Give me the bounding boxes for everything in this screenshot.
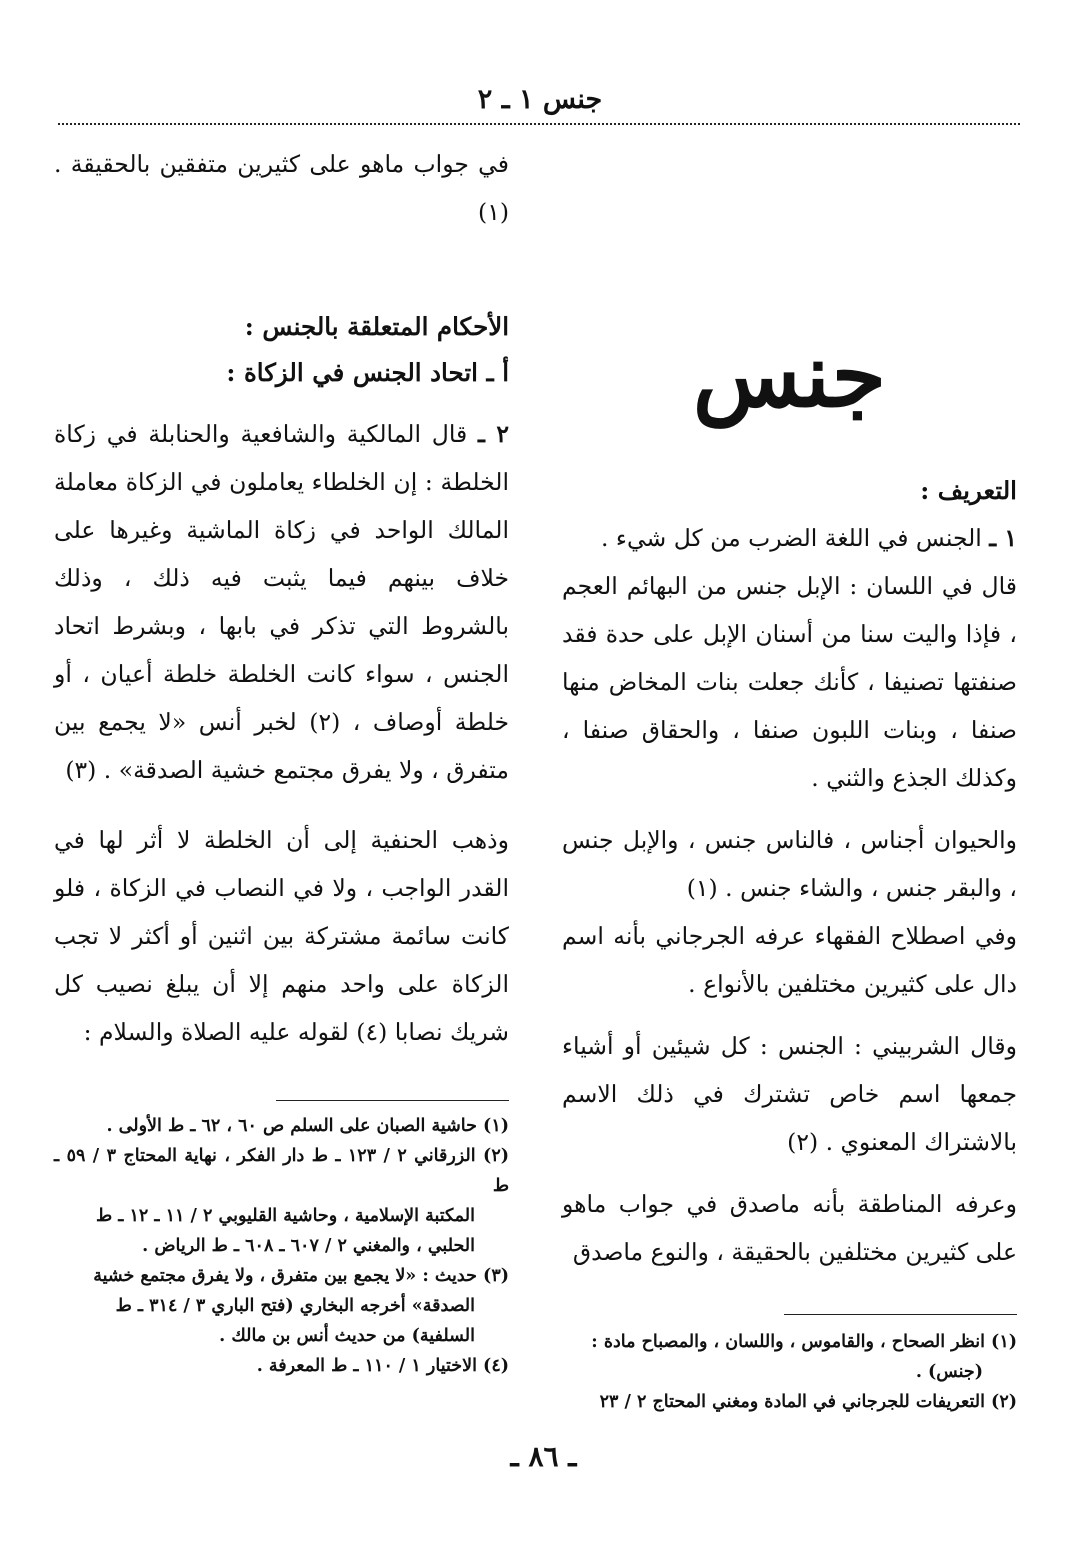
paragraph-number: ١ ـ: [989, 524, 1017, 552]
zakat-heading: أ ـ اتحاد الجنس في الزكاة :: [226, 358, 509, 387]
left-column: [54, 140, 509, 1381]
footnotes: [54, 1111, 509, 1381]
paragraph-number: ٢ ـ: [478, 420, 509, 448]
footnote: (٣) حديث : «لا يجمع بين متفرق ، ولا يفرق مجتمع خشية: [93, 1266, 509, 1286]
footnote-divider: [276, 1100, 509, 1101]
right-column: [562, 140, 1017, 1417]
footnote-continuation: الصدقة» أخرجه البخاري (فتح الباري ٣ / ٣١٤ ـ ط: [115, 1296, 475, 1316]
footnote-continuation: المكتبة الإسلامية ، وحاشية القليوبي ٢ / ١١ ـ ١٢ ـ ط: [96, 1206, 475, 1226]
footnote-continuation: الحلبي ، والمغني ٢ / ٦٠٧ ـ ٦٠٨ ـ ط الرياض .: [142, 1236, 475, 1256]
paragraph: والحيوان أجناس ، فالناس جنس ، والإبل جنس ، والبقر جنس ، والشاء جنس . (١): [562, 826, 1017, 902]
paragraph: وعرفه المناطقة بأنه ماصدق في جواب ماهو على كثيرين مختلفين بالحقيقة ، والنوع ماصدق: [562, 1190, 1017, 1266]
paragraph: وذهب الحنفية إلى أن الخلطة لا أثر لها في القدر الواجب ، ولا في النصاب في الزكاة ، فلو كانت سائمة مشتركة بين اثنين أو أكثر لا تجب الزكاة على واحد منهم إلا أن يبلغ نصيب كل شريك نصابا (٤) لقوله عليه الصلاة والسلام :: [54, 826, 509, 1046]
footnotes: [562, 1327, 1017, 1417]
footnote: (٢) التعريفات للجرجاني في المادة ومغني المحتاج ٢ / ٢٣: [599, 1392, 1017, 1412]
footnote: (٤) الاختيار ١ / ١١٠ ـ ط المعرفة .: [256, 1356, 509, 1376]
definition-heading: التعريف :: [920, 476, 1017, 505]
footnote: (١) انظر الصحاح ، والقاموس ، واللسان ، والمصباح مادة :: [591, 1332, 1017, 1352]
paragraph: [562, 514, 1017, 562]
footnote-continuation: السلفية) من حديث أنس بن مالك .: [219, 1326, 475, 1346]
paragraph-text: الجنس في اللغة الضرب من كل شيء .: [600, 524, 990, 552]
footnote: (٢) الزرقاني ٢ / ١٢٣ ـ ط دار الفكر ، نهاية المحتاج ٣ / ٥٩ ـ ط: [54, 1146, 510, 1196]
paragraph: وقال الشربيني : الجنس : كل شيئين أو أشياء جمعها اسم خاص تشترك في ذلك الاسم بالاشتراك المعنوي . (٢): [562, 1032, 1017, 1156]
paragraph: قال في اللسان : الإبل جنس من البهائم العجم ، فإذا واليت سنا من أسنان الإبل على حدة فقد صنفتها تصنيفا ، كأنك جعلت بنات المخاض منها صنفا ، وبنات اللبون صنفا ، والحقاق صنفا ، وكذلك الجذع والثني .: [562, 572, 1017, 792]
paragraph-text: قال المالكية والشافعية والحنابلة في زكاة الخلطة : إن الخلطاء يعاملون في الزكاة معاملة المالك الواحد في زكاة الماشية وغيرها على خلاف بينهم فيما يثبت فيه ذلك ، وذلك بالشروط التي تذكر في بابها ، وبشرط اتحاد الجنس ، سواء كانت الخلطة خلطة أعيان ، أو خلطة أوصاف ، (٢) لخبر أنس «لا يجمع بين متفرق ، ولا يفرق مجتمع خشية الصدقة» . (٣): [54, 420, 509, 784]
footnote-divider: [784, 1314, 1017, 1315]
paragraph: [54, 410, 509, 794]
footnote: (١) حاشية الصبان على السلم ص ٦٠ ، ٦٢ ـ ط الأولى .: [106, 1116, 509, 1136]
running-header: جنس ١ ـ ٢: [477, 84, 603, 115]
rulings-heading: الأحكام المتعلقة بالجنس :: [244, 312, 509, 341]
footnote-continuation: (جنس) .: [915, 1362, 983, 1382]
page-number: ـ ٨٦ ـ: [510, 1440, 577, 1473]
paragraph: وفي اصطلاح الفقهاء عرفه الجرجاني بأنه اسم دال على كثيرين مختلفين بالأنواع .: [562, 922, 1017, 998]
entry-title: جنس: [692, 323, 887, 427]
header-divider: [58, 123, 1020, 125]
continuation-text: في جواب ماهو على كثيرين متفقين بالحقيقة . (١): [54, 150, 509, 226]
